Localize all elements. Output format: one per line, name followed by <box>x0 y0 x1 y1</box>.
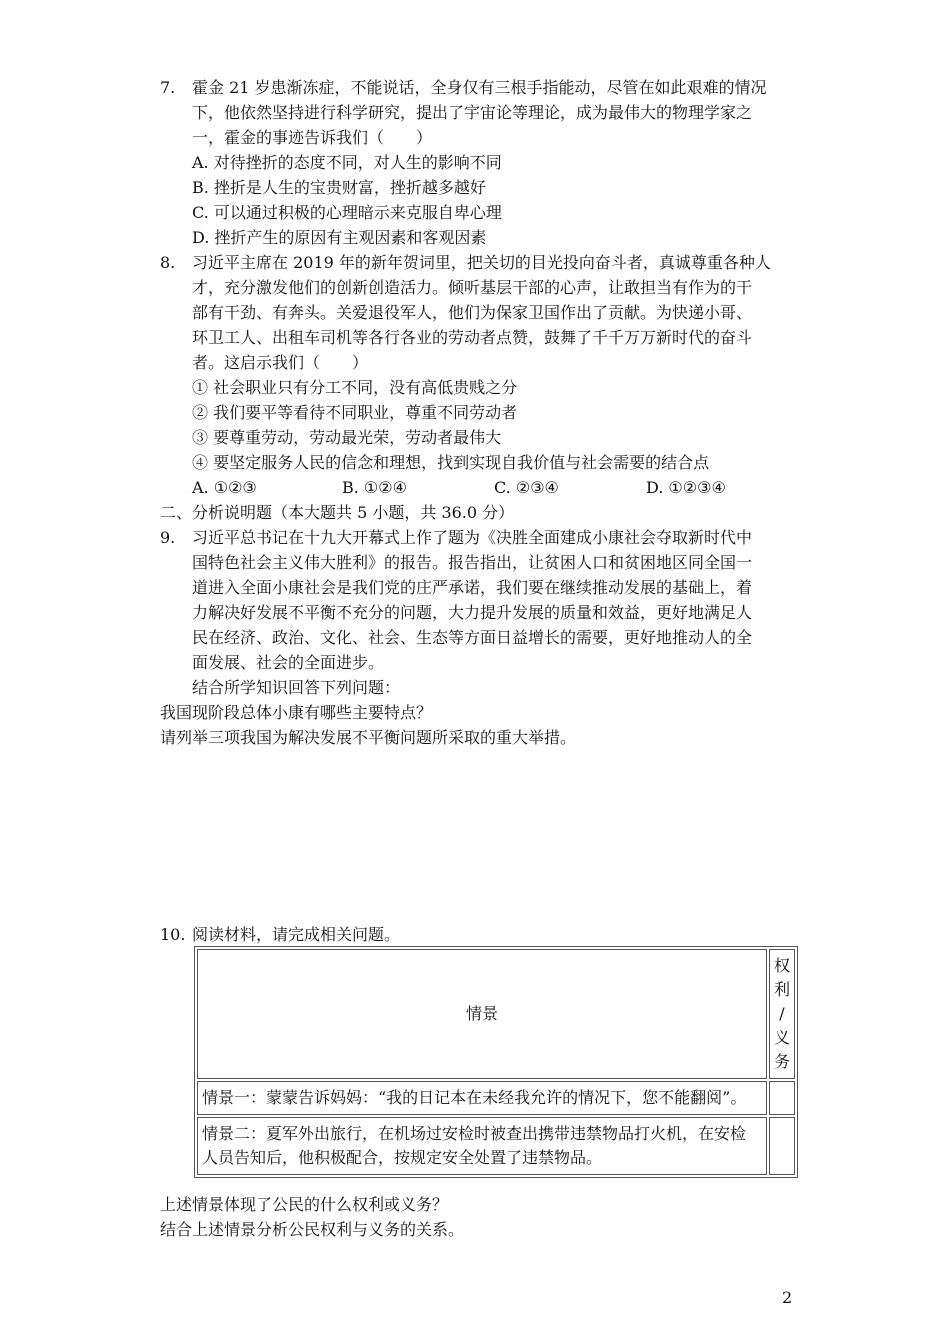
header-char: 义 <box>773 1028 790 1047</box>
question-8-stem-line: 者。这启示我们（ ） <box>192 353 369 372</box>
question-9-prompt: 结合所学知识回答下列问题： <box>192 678 401 697</box>
question-7-option-c: C. 可以通过积极的心理暗示来克服自卑心理 <box>192 203 502 222</box>
question-10-number: 10. <box>160 925 186 944</box>
question-8-choice-a: A. ①②③ <box>192 478 257 497</box>
question-7-stem-line: 一，霍金的事迹告诉我们（ ） <box>192 128 433 147</box>
header-char: 权 <box>773 956 790 975</box>
material-table <box>194 946 798 1178</box>
question-7-option-a: A. 对待挫折的态度不同，对人生的影响不同 <box>192 153 502 172</box>
question-9-material-line: 道进入全面小康社会是我们党的庄严承诺，我们要在继续推动发展的基础上，着 <box>192 578 753 597</box>
table-row <box>197 1081 795 1115</box>
page-number: 2 <box>782 1288 793 1307</box>
question-9-material-line: 民在经济、政治、文化、社会、生态等方面日益增长的需要，更好地推动人的全 <box>192 628 753 647</box>
answer-cell <box>769 1117 795 1175</box>
header-char: 务 <box>773 1052 790 1071</box>
question-9-material-line: 力解决好发展不平衡不充分的问题，大力提升发展的质量和效益，更好地满足人 <box>192 603 753 622</box>
question-7-stem-line: 下，他依然坚持进行科学研究，提出了宇宙论等理论，成为最伟大的物理学家之 <box>192 103 753 122</box>
question-9-material-line: 面发展、社会的全面进步。 <box>192 653 385 672</box>
scene-2-cell: 情景二：夏军外出旅行，在机场过安检时被查出携带违禁物品打火机，在安检人员告知后，他积极配合，按规定安全处置了违禁物品。 <box>197 1117 767 1175</box>
header-char: / <box>779 1004 785 1023</box>
header-char: 利 <box>773 980 790 999</box>
question-9-material-line: 国特色社会主义伟大胜利》的报告。报告指出，让贫困人口和贫困地区同全国一 <box>192 553 753 572</box>
table-header-row <box>197 949 795 1079</box>
question-8-stem-line: 环卫工人、出租车司机等各行各业的劳动者点赞，鼓舞了千千万万新时代的奋斗 <box>192 328 753 347</box>
question-8-statement-4: ④ 要坚定服务人民的信念和理想，找到实现自我价值与社会需要的结合点 <box>192 453 710 472</box>
question-8-choice-d: D. ①②③④ <box>646 478 726 497</box>
question-8-number: 8. <box>160 253 176 272</box>
question-10-subquestion-2: 结合上述情景分析公民权利与义务的关系。 <box>160 1220 465 1239</box>
header-scene-cell: 情景 <box>197 949 767 1079</box>
question-7-stem-line: 霍金 21 岁患渐冻症，不能说话，全身仅有三根手指能动，尽管在如此艰难的情况 <box>192 78 767 97</box>
question-9-subquestion-2: 请列举三项我国为解决发展不平衡问题所采取的重大举措。 <box>160 728 577 747</box>
question-8-stem-line: 习近平主席在 2019 年的新年贺词里，把关切的目光投向奋斗者，真诚尊重各种人 <box>192 253 771 272</box>
section-heading: 二、分析说明题（本大题共 5 小题，共 36.0 分） <box>160 503 515 522</box>
scene-1-cell: 情景一：蒙蒙告诉妈妈：“我的日记本在未经我允许的情况下，您不能翻阅”。 <box>197 1081 767 1115</box>
question-8-stem-line: 部有干劲、有奔头。关爱退役军人，他们为保家卫国作出了贡献。为快递小哥、 <box>192 303 753 322</box>
question-7-option-b: B. 挫折是人生的宝贵财富，挫折越多越好 <box>192 178 486 197</box>
question-9-material-line: 习近平总书记在十九大开幕式上作了题为《决胜全面建成小康社会夺取新时代中 <box>192 528 753 547</box>
header-rights-duties-cell <box>769 949 795 1079</box>
question-8-statement-3: ③ 要尊重劳动，劳动最光荣，劳动者最伟大 <box>192 428 502 447</box>
table-row <box>197 1117 795 1175</box>
answer-cell <box>769 1081 795 1115</box>
question-9-number: 9. <box>160 528 176 547</box>
question-8-choice-c: C. ②③④ <box>494 478 559 497</box>
question-8-choice-b: B. ①②④ <box>342 478 407 497</box>
question-10-subquestion-1: 上述情景体现了公民的什么权利或义务？ <box>160 1195 449 1214</box>
question-8-statement-1: ① 社会职业只有分工不同，没有高低贵贱之分 <box>192 378 518 397</box>
question-10-intro: 阅读材料，请完成相关问题。 <box>192 925 401 944</box>
question-9-subquestion-1: 我国现阶段总体小康有哪些主要特点？ <box>160 703 433 722</box>
question-7-option-d: D. 挫折产生的原因有主观因素和客观因素 <box>192 228 487 247</box>
question-8-stem-line: 才，充分激发他们的创新创造活力。倾听基层干部的心声，让敢担当有作为的干 <box>192 278 753 297</box>
question-8-statement-2: ② 我们要平等看待不同职业，尊重不同劳动者 <box>192 403 518 422</box>
question-7-number: 7. <box>160 78 176 97</box>
